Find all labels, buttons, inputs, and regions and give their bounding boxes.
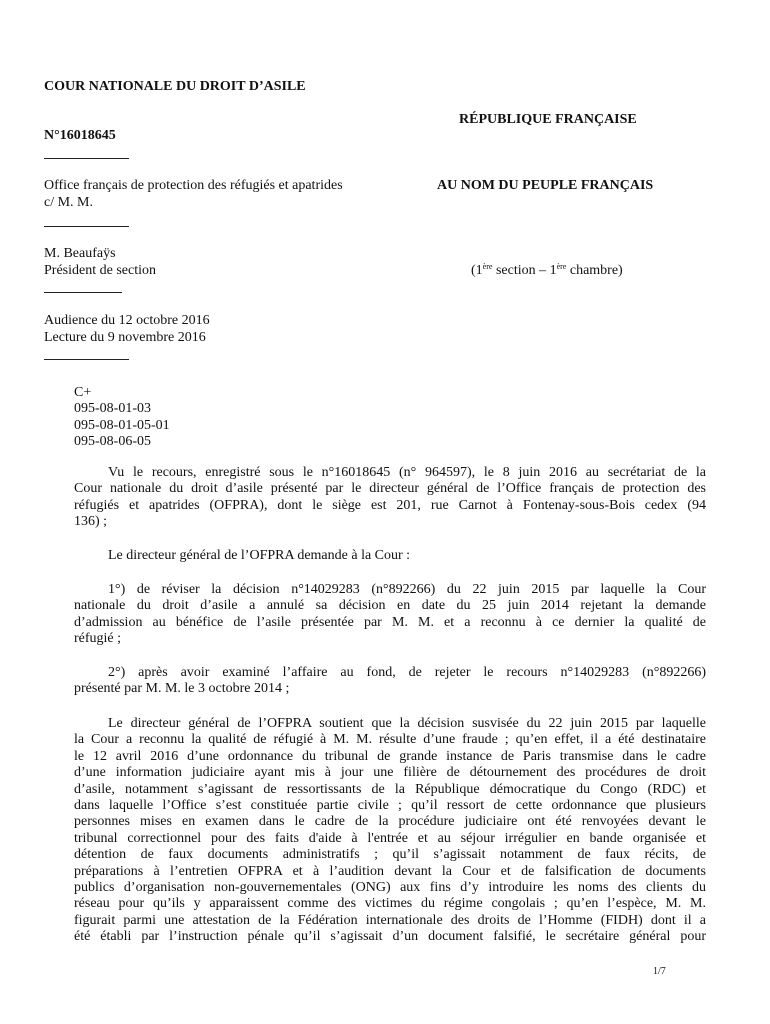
- divider: [44, 158, 129, 159]
- code: 095-08-01-05-01: [74, 417, 170, 433]
- page-number: 1/7: [653, 966, 666, 977]
- text-line: Vu le recours, enregistré sous le n°16018645 (n° 964597), le 8 juin 2016 au secrétariat de la: [108, 465, 706, 480]
- text-line: Cour nationale du droit d’asile présenté par le directeur général de l’Office français de protection des: [74, 481, 706, 497]
- text-line: figurait parmi une attestation de la Fédération internationale des droits de l’Homme (FIDH) dont il a: [74, 912, 706, 928]
- text-line: 2°) après avoir examiné l’affaire au fond, de rejeter le recours n°14029283 (n°892266): [108, 665, 706, 680]
- case-number: N°16018645: [44, 128, 116, 143]
- text-line: personnes mises en examen dans le cadre de la procédure judiciaire ont été renvoyées devant le: [74, 814, 706, 830]
- text-line: nationale du droit d’asile a annulé sa décision en date du 25 juin 2014 rejetant la demande: [74, 598, 706, 614]
- chamber: [471, 263, 623, 279]
- paragraph-point-2: [74, 665, 706, 698]
- text-line: 1°) de réviser la décision n°14029283 (n°892266) du 22 juin 2015 par laquelle la Cour: [108, 582, 706, 597]
- text-line: le 12 avril 2016 d’une ordonnance du tribunal de grande instance de Paris transmise dans le cadre: [74, 748, 706, 764]
- paragraph-point-1: [74, 582, 706, 648]
- chamber-open: (1: [471, 263, 483, 278]
- text-line: tribunal correctionnel pour des faits d'aide à l'entrée et au séjour irrégulier en bande organisée et: [74, 830, 706, 846]
- text-line: la Cour a reconnu la qualité de réfugié à M. M. résulte d’une fraude ; qu’en effet, il a été destinataire: [74, 732, 706, 748]
- republic-heading: RÉPUBLIQUE FRANÇAISE: [459, 112, 637, 127]
- code: C+: [74, 385, 92, 400]
- chamber-sup: ère: [556, 262, 567, 271]
- hearing-date: Audience du 12 octobre 2016: [44, 313, 210, 328]
- text-line: réfugié ;: [74, 631, 122, 647]
- text-line: été établi par l’instruction pénale qu’il s’agissait d’un document falsifié, le secrétaire général pour: [74, 929, 706, 945]
- text-line: dans laquelle l’Office s’est constituée partie civile ; qu’il ressort de cette ordonnance que plusieurs: [74, 797, 706, 813]
- in-the-name-heading: AU NOM DU PEUPLE FRANÇAIS: [437, 178, 654, 193]
- reading-date: Lecture du 9 novembre 2016: [44, 329, 206, 345]
- judge: [44, 246, 156, 279]
- parties-line: c/ M. M.: [44, 194, 93, 210]
- judge-title: Président de section: [44, 262, 156, 278]
- divider: [44, 292, 122, 293]
- text-line: présenté par M. M. le 3 octobre 2014 ;: [74, 681, 290, 697]
- paragraph-demande: [74, 548, 706, 564]
- paragraph-recours: [74, 465, 706, 531]
- text-line: 136) ;: [74, 514, 108, 530]
- text-line: publics d’organisation non-gouvernementales (ONG) aux fins d’y introduire les noms des clients du: [74, 879, 706, 895]
- text-line: réfugiés et apatrides (OFPRA), dont le siège est 201, rue Carnot à Fontenay-sous-Bois cedex (94: [74, 497, 706, 513]
- text-line: réseau pour qu’ils y apparaissent comme des victimes du régime congolais ; qu’en l’espèce, M. M.: [74, 896, 706, 912]
- code: 095-08-06-05: [74, 434, 151, 450]
- text-line: Le directeur général de l’OFPRA soutient que la décision susvisée du 22 juin 2015 par laquelle: [108, 716, 706, 731]
- text-line: Le directeur général de l’OFPRA demande à la Cour :: [108, 548, 411, 563]
- chamber-mid: section – 1: [492, 263, 557, 278]
- divider: [44, 226, 129, 227]
- dates: [44, 313, 210, 346]
- chamber-sup: ère: [482, 262, 493, 271]
- parties: [44, 178, 343, 211]
- paragraph-soutient: [74, 716, 706, 945]
- text-line: d’asile, notamment s’agissant de ressortissants de la République démocratique du Congo (RDC) et: [74, 781, 706, 797]
- judge-name: M. Beaufaÿs: [44, 246, 116, 261]
- chamber-end: chambre): [566, 263, 623, 278]
- court-name: COUR NATIONALE DU DROIT D’ASILE: [44, 79, 306, 94]
- text-line: détention de faux documents administratifs ; qu’il s’agissait notamment de faux récits, de: [74, 847, 706, 863]
- code: 095-08-01-03: [74, 401, 151, 417]
- divider: [44, 359, 129, 360]
- text-line: préparations à l’entretien OFPRA et à l’audition devant la Cour et de falsification de documents: [74, 863, 706, 879]
- classification-codes: [74, 385, 170, 451]
- text-line: d’admission au bénéfice de l’asile présentée par M. M. et a reconnu à ce dernier la qualité de: [74, 614, 706, 630]
- text-line: d’une information judiciaire ayant mis à jour une filière de détournement des procédures de droit: [74, 765, 706, 781]
- parties-line: Office français de protection des réfugiés et apatrides: [44, 178, 343, 193]
